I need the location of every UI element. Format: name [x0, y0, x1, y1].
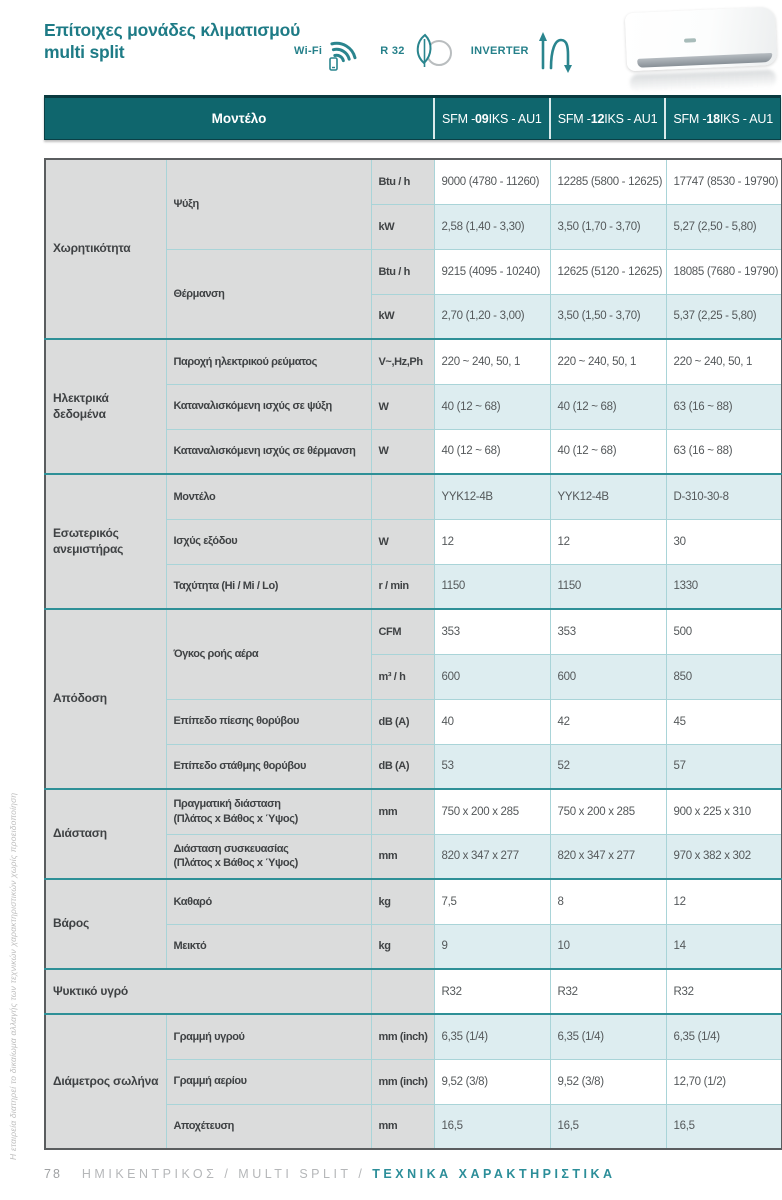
value-cell: 12 — [434, 519, 550, 564]
row-label: Καθαρό — [166, 879, 371, 924]
r32-label: R 32 — [380, 45, 405, 57]
inverter-arrows-icon — [535, 28, 575, 74]
value-cell: R32 — [666, 969, 782, 1014]
value-cell: 3,50 (1,70 - 3,70) — [550, 204, 666, 249]
wifi-icon — [328, 30, 364, 72]
spec-row — [45, 609, 782, 654]
value-cell: 14 — [666, 924, 782, 969]
spec-table-header — [44, 95, 781, 140]
unit-cell — [371, 474, 434, 519]
breadcrumb-current: ΤΕΧΝΙΚΑ ΧΑΡΑΚΤΗΡΙΣΤΙΚΑ — [372, 1167, 616, 1181]
unit-cell: W — [371, 384, 434, 429]
value-cell: 16,5 — [550, 1104, 666, 1149]
unit-cell: dB (A) — [371, 744, 434, 789]
value-cell: 9,52 (3/8) — [550, 1059, 666, 1104]
page-title-line2: multi split — [44, 41, 125, 62]
unit-cell: W — [371, 429, 434, 474]
unit-cell: Btu / h — [371, 159, 434, 204]
breadcrumb-section: ΗΜΙΚΕΝΤΡΙΚΟΣ / MULTI SPLIT / — [81, 1167, 366, 1181]
row-label: Επίπεδο πίεσης θορύβου — [166, 699, 371, 744]
unit-cell: dB (A) — [371, 699, 434, 744]
value-cell: 220 ~ 240, 50, 1 — [434, 339, 550, 384]
value-cell: 40 (12 ~ 68) — [550, 384, 666, 429]
value-cell: 970 x 382 x 302 — [666, 834, 782, 879]
value-cell: 40 — [434, 699, 550, 744]
value-cell: 52 — [550, 744, 666, 789]
row-label: Ψύξη — [166, 159, 371, 249]
value-cell: 600 — [434, 654, 550, 699]
value-cell: 8 — [550, 879, 666, 924]
value-cell: 42 — [550, 699, 666, 744]
leaf-refrigerant-icon — [411, 30, 455, 72]
value-cell: 9,52 (3/8) — [434, 1059, 550, 1104]
value-cell: 12 — [550, 519, 666, 564]
value-cell: 12625 (5120 - 12625) — [550, 249, 666, 294]
unit-cell: kW — [371, 204, 434, 249]
section-label: Βάρος — [45, 879, 166, 969]
unit-cell: mm — [371, 1104, 434, 1149]
row-label: Γραμμή αερίου — [166, 1059, 371, 1104]
value-cell: 63 (16 ~ 88) — [666, 429, 782, 474]
value-cell: R32 — [550, 969, 666, 1014]
inverter-label: INVERTER — [470, 45, 529, 57]
row-label: Γραμμή υγρού — [166, 1014, 371, 1059]
row-label: Ισχύς εξόδου — [166, 519, 371, 564]
feature-inverter — [471, 28, 575, 74]
value-cell: 820 x 347 x 277 — [434, 834, 550, 879]
page-number: 78 — [44, 1167, 62, 1181]
value-cell: 40 (12 ~ 68) — [434, 384, 550, 429]
ac-unit-reflection — [630, 69, 777, 92]
value-cell: 12285 (5800 - 12625) — [550, 159, 666, 204]
row-label: Διάσταση συσκευασίας (Πλάτος x Βάθος x Ύψος) — [166, 834, 371, 879]
value-cell: 850 — [666, 654, 782, 699]
section-label: Διάσταση — [45, 789, 166, 879]
row-label: Αποχέτευση — [166, 1104, 371, 1149]
model-column-header: Μοντέλο — [211, 111, 267, 126]
spec-table-body — [45, 159, 782, 1149]
value-cell: 10 — [550, 924, 666, 969]
row-label: Παροχή ηλεκτρικού ρεύματος — [166, 339, 371, 384]
unit-cell: kW — [371, 294, 434, 339]
row-label: Όγκος ροής αέρα — [166, 609, 371, 699]
value-cell: 600 — [550, 654, 666, 699]
value-cell: D-310-30-8 — [666, 474, 782, 519]
unit-cell: kg — [371, 879, 434, 924]
value-cell: 57 — [666, 744, 782, 789]
unit-cell: mm — [371, 789, 434, 834]
row-label: Ταχύτητα (Hi / Mi / Lo) — [166, 564, 371, 609]
value-cell: 40 (12 ~ 68) — [550, 429, 666, 474]
section-label: Εσωτερικός ανεμιστήρας — [45, 474, 166, 609]
value-cell: 16,5 — [434, 1104, 550, 1149]
page-footer — [44, 1167, 616, 1181]
ac-unit-vent — [636, 53, 772, 68]
value-cell: 353 — [434, 609, 550, 654]
value-cell: 40 (12 ~ 68) — [434, 429, 550, 474]
unit-cell: CFM — [371, 609, 434, 654]
value-cell: 6,35 (1/4) — [550, 1014, 666, 1059]
value-cell: 53 — [434, 744, 550, 789]
value-cell: 9000 (4780 - 11260) — [434, 159, 550, 204]
value-cell: 750 x 200 x 285 — [434, 789, 550, 834]
row-label: Καταναλισκόμενη ισχύς σε ψύξη — [166, 384, 371, 429]
row-label: Καταναλισκόμενη ισχύς σε θέρμανση — [166, 429, 371, 474]
value-cell: 9215 (4095 - 10240) — [434, 249, 550, 294]
model-name-2: SFM - 12 IKS - AU1 — [549, 98, 665, 139]
wifi-label: Wi-Fi — [294, 45, 323, 57]
ac-unit-photo — [626, 4, 778, 96]
row-label: Μοντέλο — [166, 474, 371, 519]
value-cell: 12 — [666, 879, 782, 924]
ac-unit-logo — [684, 38, 696, 43]
page-title-line1: Επίτοιχες μονάδες κλιματισμού — [44, 20, 301, 40]
value-cell: 17747 (8530 - 19790) — [666, 159, 782, 204]
value-cell: 5,27 (2,50 - 5,80) — [666, 204, 782, 249]
unit-cell: mm — [371, 834, 434, 879]
feature-wifi — [294, 30, 364, 72]
section-label: Ηλεκτρικά δεδομένα — [45, 339, 166, 474]
value-cell: 1150 — [434, 564, 550, 609]
value-cell: 353 — [550, 609, 666, 654]
spec-row — [45, 969, 782, 1014]
unit-cell: V~,Hz,Ph — [371, 339, 434, 384]
value-cell: 6,35 (1/4) — [434, 1014, 550, 1059]
unit-cell: m³ / h — [371, 654, 434, 699]
breadcrumb — [82, 1167, 616, 1181]
value-cell: 3,50 (1,50 - 3,70) — [550, 294, 666, 339]
value-cell: 820 x 347 x 277 — [550, 834, 666, 879]
row-label: Πραγματική διάσταση (Πλάτος x Βάθος x Ύψος) — [166, 789, 371, 834]
spec-row — [45, 159, 782, 204]
value-cell: 500 — [666, 609, 782, 654]
value-cell: 30 — [666, 519, 782, 564]
section-label: Απόδοση — [45, 609, 166, 789]
spec-table — [44, 158, 782, 1150]
model-name-1: SFM - 09 IKS - AU1 — [433, 98, 549, 139]
unit-cell: mm (inch) — [371, 1014, 434, 1059]
value-cell: 9 — [434, 924, 550, 969]
section-label: Διάμετρος σωλήνα — [45, 1014, 166, 1149]
unit-cell: Btu / h — [371, 249, 434, 294]
value-cell: 12,70 (1/2) — [666, 1059, 782, 1104]
value-cell: 900 x 225 x 310 — [666, 789, 782, 834]
value-cell: 18085 (7680 - 19790) — [666, 249, 782, 294]
value-cell: 6,35 (1/4) — [666, 1014, 782, 1059]
value-cell: 220 ~ 240, 50, 1 — [666, 339, 782, 384]
value-cell: YYK12-4B — [550, 474, 666, 519]
spec-row — [45, 474, 782, 519]
spec-row — [45, 789, 782, 834]
value-cell: R32 — [434, 969, 550, 1014]
value-cell: 2,70 (1,20 - 3,00) — [434, 294, 550, 339]
value-cell: 7,5 — [434, 879, 550, 924]
row-label: Μεικτό — [166, 924, 371, 969]
spec-row — [45, 339, 782, 384]
row-label: Θέρμανση — [166, 249, 371, 339]
value-cell: 1330 — [666, 564, 782, 609]
unit-cell — [371, 969, 434, 1014]
row-label: Επίπεδο στάθμης θορύβου — [166, 744, 371, 789]
section-label: Ψυκτικό υγρό — [45, 969, 371, 1014]
unit-cell: kg — [371, 924, 434, 969]
spec-row — [45, 879, 782, 924]
feature-icons-row — [294, 26, 575, 76]
side-disclaimer: Η εταιρεία διατηρεί το δικαίωμα αλλαγής των τεχνικών χαρακτηριστικών χωρίς προειδοποίηση — [8, 792, 18, 1160]
unit-cell: mm (inch) — [371, 1059, 434, 1104]
feature-r32 — [380, 30, 454, 72]
value-cell: 220 ~ 240, 50, 1 — [550, 339, 666, 384]
section-label: Χωρητικότητα — [45, 159, 166, 339]
value-cell: 45 — [666, 699, 782, 744]
ac-unit-body — [625, 7, 777, 71]
value-cell: 750 x 200 x 285 — [550, 789, 666, 834]
value-cell: YYK12-4B — [434, 474, 550, 519]
value-cell: 16,5 — [666, 1104, 782, 1149]
value-cell: 1150 — [550, 564, 666, 609]
model-name-3: SFM - 18 IKS - AU1 — [664, 98, 780, 139]
page-title — [44, 20, 300, 64]
value-cell: 63 (16 ~ 88) — [666, 384, 782, 429]
value-cell: 2,58 (1,40 - 3,30) — [434, 204, 550, 249]
spec-row — [45, 1014, 782, 1059]
value-cell: 5,37 (2,25 - 5,80) — [666, 294, 782, 339]
unit-cell: W — [371, 519, 434, 564]
unit-cell: r / min — [371, 564, 434, 609]
